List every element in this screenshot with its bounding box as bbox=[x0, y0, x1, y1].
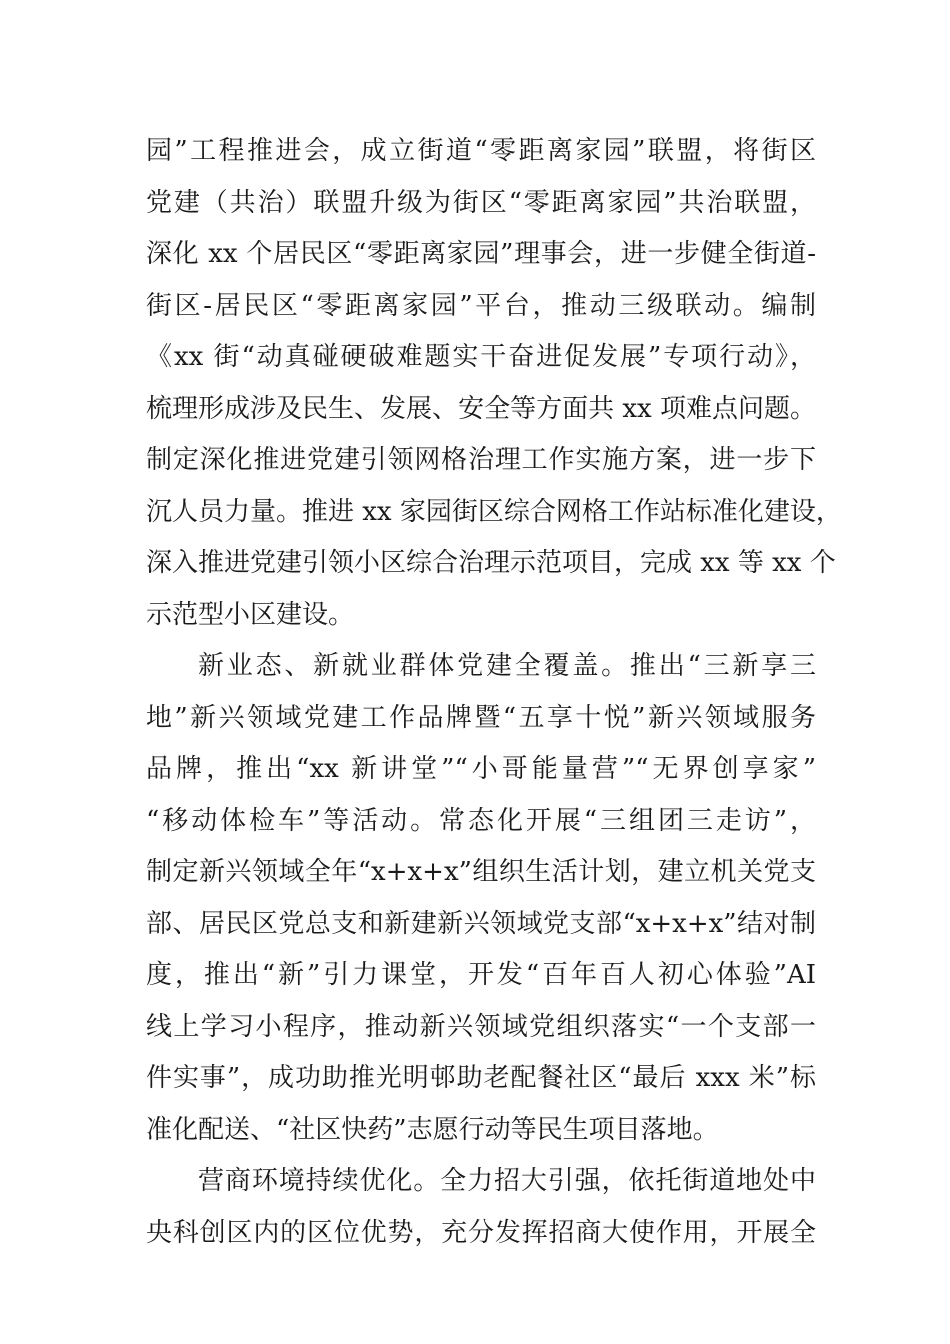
text-line: 街区-居民区“零距离家园”平台，推动三级联动。编制 bbox=[146, 290, 816, 321]
text-line: 部、居民区党总支和新建新兴领域党支部“x+x+x”结对制 bbox=[146, 908, 816, 939]
text-line: “移动体检车”等活动。常态化开展“三组团三走访”， bbox=[146, 805, 816, 836]
text-line: 沉人员力量。推进 xx 家园街区综合网格工作站标准化建设， bbox=[146, 496, 842, 527]
text-line: 件实事”，成功助推光明邨助老配餐社区“最后 xxx 米”标 bbox=[146, 1063, 816, 1093]
text-line: 《xx 街“动真碰硬破难题实干奋进促发展”专项行动》， bbox=[146, 342, 816, 372]
text-line: 央科创区内的区位优势，充分发挥招商大使作用，开展全 bbox=[146, 1217, 816, 1248]
text-line: 示范型小区建设。 bbox=[146, 599, 355, 630]
body-text bbox=[146, 126, 842, 1259]
text-line: 线上学习小程序，推动新兴领域党组织落实“一个支部一 bbox=[146, 1011, 816, 1042]
paragraph-start-line: 营商环境持续优化。全力招大引强，依托街道地处中 bbox=[198, 1166, 816, 1196]
text-line: 制定新兴领域全年“x+x+x”组织生活计划，建立机关党支 bbox=[146, 857, 816, 887]
text-line: 深入推进党建引领小区综合治理示范项目，完成 xx 等 xx 个 bbox=[146, 548, 836, 578]
paragraph-start-line: 新业态、新就业群体党建全覆盖。推出“三新享三 bbox=[198, 651, 816, 681]
text-line: 地”新兴领域党建工作品牌暨“五享十悦”新兴领域服务 bbox=[146, 702, 816, 733]
text-line: 准化配送、“社区快药”志愿行动等民生项目落地。 bbox=[146, 1114, 719, 1145]
text-line: 制定深化推进党建引领网格治理工作实施方案，进一步下 bbox=[146, 445, 816, 475]
text-line: 党建（共治）联盟升级为街区“零距离家园”共治联盟， bbox=[146, 187, 816, 218]
text-line: 梳理形成涉及民生、发展、安全等方面共 xx 项难点问题。 bbox=[146, 393, 816, 424]
text-line: 品牌，推出“xx 新讲堂”“小哥能量营”“无界创享家” bbox=[146, 754, 816, 784]
text-line: 度，推出“新”引力课堂，开发“百年百人初心体验”AI bbox=[146, 960, 816, 990]
text-line: 园”工程推进会，成立街道“零距离家园”联盟，将街区 bbox=[146, 136, 816, 166]
text-line: 深化 xx 个居民区“零距离家园”理事会，进一步健全街道- bbox=[146, 239, 816, 269]
